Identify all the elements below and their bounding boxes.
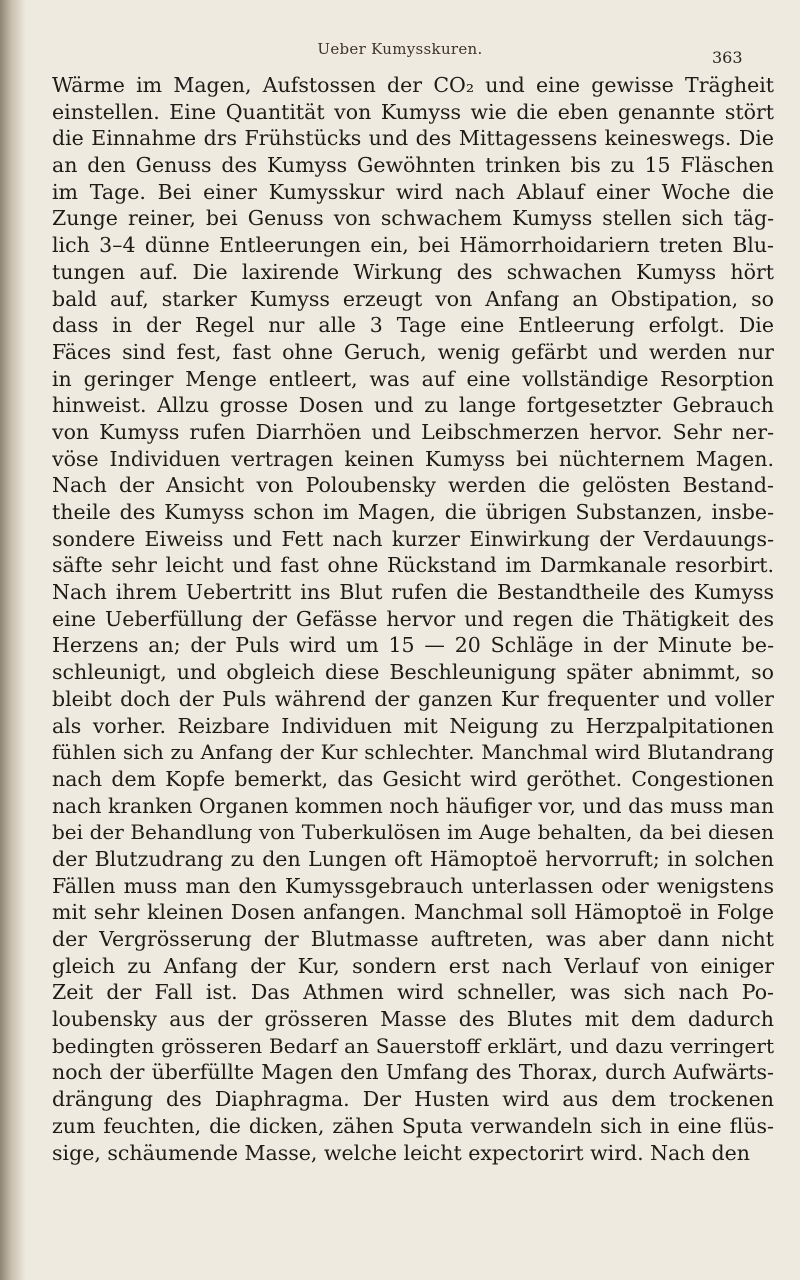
text-line: der Blutzudrang zu den Lungen oft Hämoptoë hervorruft; in solchen xyxy=(52,846,774,871)
text-line: Fällen muss man den Kumyssgebrauch unterlassen oder wenigstens xyxy=(52,873,774,898)
text-line: einstellen. Eine Quantität von Kumyss wie die eben genannte stört xyxy=(52,99,774,124)
text-line: hinweist. Allzu grosse Dosen und zu lange fortgesetzter Gebrauch xyxy=(52,393,774,418)
text-line: nach kranken Organen kommen noch häufiger vor, und das muss man xyxy=(52,793,774,818)
text-line: tungen auf. Die laxirende Wirkung des schwachen Kumyss hört xyxy=(52,259,774,284)
text-line: der Vergrösserung der Blutmasse auftreten, was aber dann nicht xyxy=(52,927,774,951)
text-line: bleibt doch der Puls während der ganzen Kur frequenter und voller xyxy=(52,686,774,711)
text-line: Fäces sind fest, fast ohne Geruch, wenig gefärbt und werden nur xyxy=(52,339,774,364)
text-line: schleunigt, und obgleich diese Beschleunigung später abnimmt, so xyxy=(52,660,774,685)
text-line: fühlen sich zu Anfang der Kur schlechter. Manchmal wird Blutandrang xyxy=(52,740,774,765)
text-line: als vorher. Reizbare Individuen mit Neigung zu Herzpalpitationen xyxy=(52,713,774,738)
text-line: gleich zu Anfang der Kur, sondern erst nach Verlauf von einiger xyxy=(52,953,774,978)
text-line: Herzens an; der Puls wird um 15 — 20 Schläge in der Minute be- xyxy=(52,633,774,658)
text-line: die Einnahme drs Frühstücks und des Mittagessens keineswegs. Die xyxy=(52,126,774,151)
text-line: sige, schäumende Masse, welche leicht expectorirt wird. Nach den xyxy=(52,1140,751,1165)
text-line: im Tage. Bei einer Kumysskur wird nach Ablauf einer Woche die xyxy=(52,179,774,204)
text-line: zum feuchten, die dicken, zähen Sputa verwandeln sich in eine flüs- xyxy=(52,1113,774,1138)
text-line: lich 3–4 dünne Entleerungen ein, bei Hämorrhoidariern treten Blu- xyxy=(52,233,774,258)
text-line: sondere Eiweiss und Fett nach kurzer Einwirkung der Verdauungs- xyxy=(52,526,774,551)
text-line: bei der Behandlung von Tuberkulösen im Auge behalten, da bei diesen xyxy=(52,820,774,845)
text-line: bedingten grösseren Bedarf an Sauerstoff erklärt, und dazu verringert xyxy=(52,1033,774,1058)
page-number: 363 xyxy=(712,48,743,67)
text-line: von Kumyss rufen Diarrhöen und Leibschmerzen hervor. Sehr ner- xyxy=(52,419,774,444)
text-line: vöse Individuen vertragen keinen Kumyss bei nüchternem Magen. xyxy=(52,446,774,471)
text-line: mit sehr kleinen Dosen anfangen. Manchmal soll Hämoptoë in Folge xyxy=(52,900,774,925)
page-binding-edge xyxy=(0,0,26,1280)
running-header: Ueber Kumysskuren. xyxy=(317,40,483,58)
text-line: nach dem Kopfe bemerkt, das Gesicht wird geröthet. Congestionen xyxy=(52,766,774,791)
text-line: Zeit der Fall ist. Das Athmen wird schneller, was sich nach Po- xyxy=(52,980,774,1005)
body-text xyxy=(52,72,774,1166)
text-line: Nach der Ansicht von Poloubensky werden die gelösten Bestand- xyxy=(52,473,774,498)
text-line: loubensky aus der grösseren Masse des Blutes mit dem dadurch xyxy=(52,1007,774,1032)
text-line: säfte sehr leicht und fast ohne Rückstand im Darmkanale resorbirt. xyxy=(52,553,774,578)
text-line: in geringer Menge entleert, was auf eine vollständige Resorption xyxy=(52,366,774,391)
text-line: bald auf, starker Kumyss erzeugt von Anfang an Obstipation, so xyxy=(52,286,774,311)
text-line: eine Ueberfüllung der Gefässe hervor und regen die Thätigkeit des xyxy=(52,606,774,631)
text-line: Nach ihrem Uebertritt ins Blut rufen die Bestandtheile des Kumyss xyxy=(52,580,774,605)
text-line: Wärme im Magen, Aufstossen der CO₂ und eine gewisse Trägheit xyxy=(52,73,774,97)
text-line: Zunge reiner, bei Genuss von schwachem Kumyss stellen sich täg- xyxy=(52,206,774,231)
text-line: an den Genuss des Kumyss Gewöhnten trinken bis zu 15 Fläschen xyxy=(52,153,774,178)
text-line: noch der überfüllte Magen den Umfang des Thorax, durch Aufwärts- xyxy=(52,1060,774,1085)
text-line: theile des Kumyss schon im Magen, die übrigen Substanzen, insbe- xyxy=(52,500,774,524)
text-line: drängung des Diaphragma. Der Husten wird aus dem trockenen xyxy=(52,1087,774,1112)
text-line: dass in der Regel nur alle 3 Tage eine Entleerung erfolgt. Die xyxy=(52,313,774,338)
